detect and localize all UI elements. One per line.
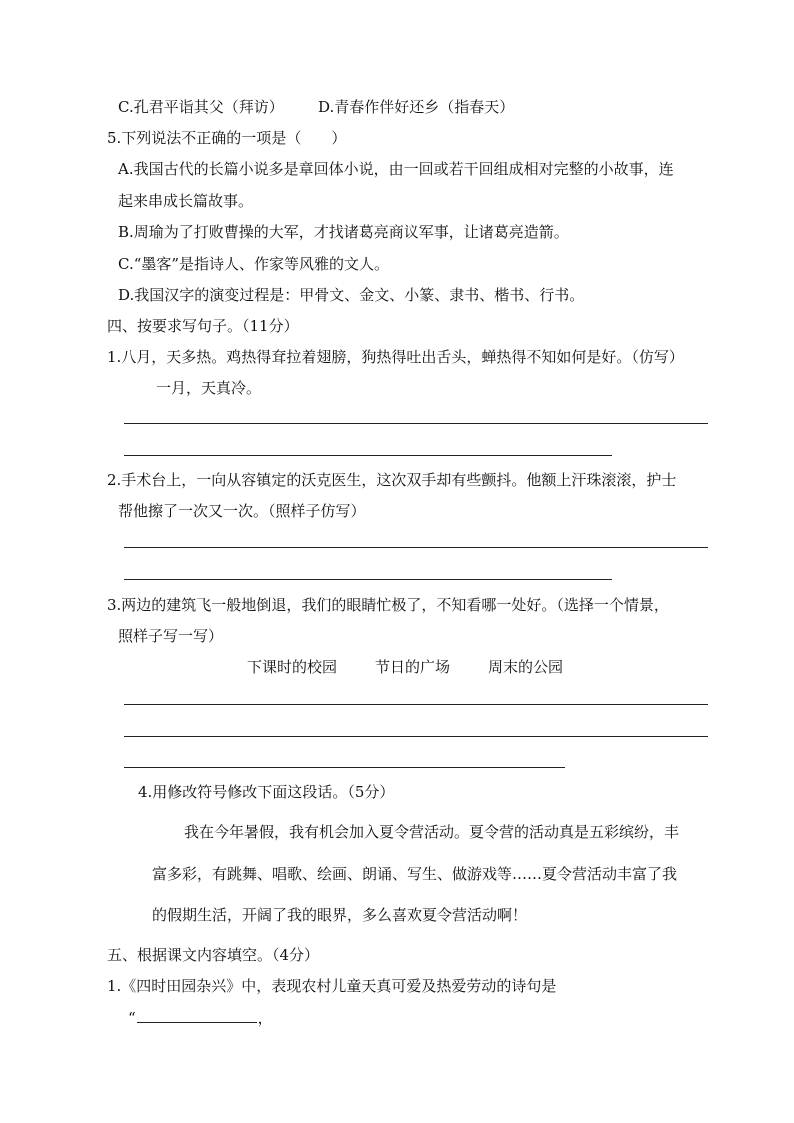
s4-q4-stem: 4.用修改符号修改下面这段话。（5分） — [138, 783, 395, 801]
q4-option-d: D.青春作伴好还乡（指春天） — [318, 98, 515, 116]
s4-q1-example: 一月，天真冷。 — [156, 379, 262, 397]
q5-option-b: B.周瑜为了打败曹操的大军，才找诸葛亮商议军事，让诸葛亮造箭。 — [118, 223, 569, 241]
s4-q2-answer-line-2[interactable] — [124, 579, 612, 580]
s5-q1-blank[interactable] — [137, 1008, 257, 1023]
s4-q2-answer-line-1[interactable] — [124, 547, 708, 548]
s4-q3-answer-line-3[interactable] — [124, 767, 565, 768]
s4-q3-option-3: 周末的公园 — [488, 658, 564, 676]
s4-q2-line2: 帮他擦了一次又一次。（照样子仿写） — [118, 502, 366, 520]
q5-option-a-line1: A.我国古代的长篇小说多是章回体小说，由一回或若干回组成相对完整的小故事，连 — [118, 160, 674, 178]
q5-stem: 5.下列说法不正确的一项是（ ） — [107, 129, 347, 147]
s4-q1-answer-line-2[interactable] — [124, 455, 612, 456]
s4-q1-line1: 1.八月，天多热。鸡热得耷拉着翅膀，狗热得吐出舌头，蝉热得不知如何是好。（仿写） — [107, 348, 684, 366]
s4-q3-option-2: 节日的广场 — [375, 658, 451, 676]
s4-q3-line2: 照样子写一写） — [118, 627, 224, 645]
s4-q3-answer-line-2[interactable] — [124, 736, 708, 737]
s4-q3-option-1: 下课时的校园 — [247, 658, 338, 676]
section4-heading: 四、按要求写句子。（11分） — [107, 317, 299, 335]
s5-q1-comma: ， — [257, 1009, 273, 1027]
q5-option-d: D.我国汉字的演变过程是：甲骨文、金文、小篆、隶书、楷书、行书。 — [118, 286, 585, 304]
s4-q4-paragraph-line3: 的假期生活，开阔了我的眼界，多么喜欢夏令营活动啊！ — [152, 906, 528, 924]
q5-option-c: C.“墨客”是指诗人、作家等风雅的文人。 — [118, 255, 390, 273]
s5-q1-open-quote: “ — [128, 1009, 136, 1027]
s4-q2-line1: 2.手术台上，一向从容镇定的沃克医生，这次双手却有些颤抖。他额上汗珠滚滚，护士 — [107, 471, 677, 489]
s5-q1-line1: 1.《四时田园杂兴》中，表现农村儿童天真可爱及热爱劳动的诗句是 — [107, 977, 557, 995]
s4-q1-answer-line-1[interactable] — [124, 423, 708, 424]
s4-q3-answer-line-1[interactable] — [124, 704, 708, 705]
q5-option-a-line2: 起来串成长篇故事。 — [118, 192, 254, 210]
s5-q1-answer — [128, 1008, 273, 1028]
s4-q4-paragraph-line1: 我在今年暑假，我有机会加入夏令营活动。夏令营的活动真是五彩缤纷，丰 — [184, 823, 680, 841]
s4-q3-line1: 3.两边的建筑飞一般地倒退，我们的眼睛忙极了，不知看哪一处好。（选择一个情景， — [107, 596, 669, 614]
section5-heading: 五、根据课文内容填空。（4分） — [107, 946, 320, 964]
s4-q4-paragraph-line2: 富多彩，有跳舞、唱歌、绘画、朗诵、写生、做游戏等……夏令营活动丰富了我 — [152, 865, 678, 883]
q4-option-c: C.孔君平诣其父（拜访） — [118, 98, 284, 116]
